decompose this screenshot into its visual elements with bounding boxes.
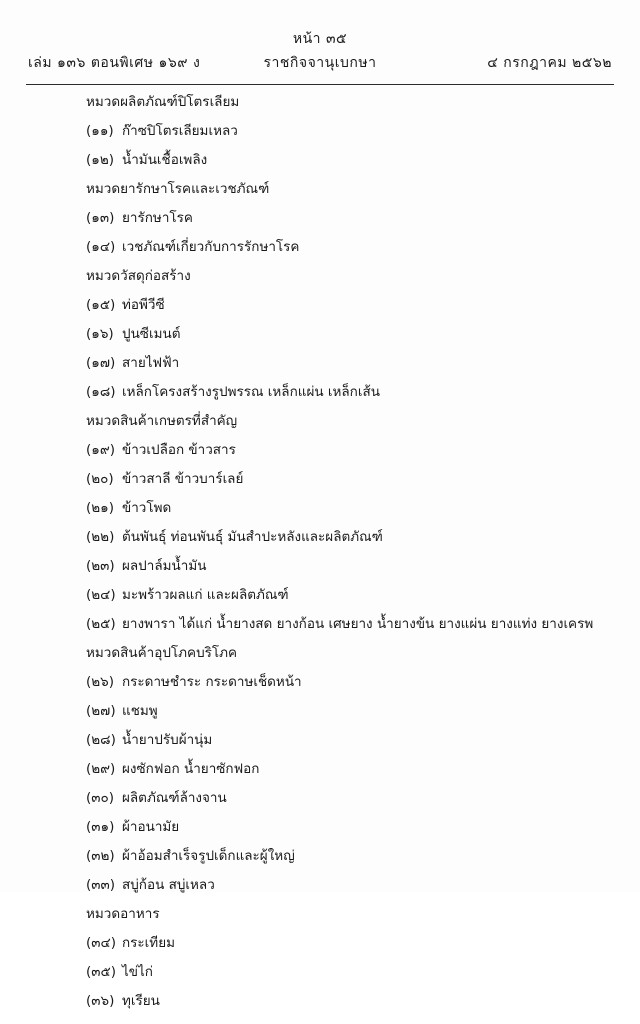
gazette-title: ราชกิจจานุเบกษา <box>263 54 377 71</box>
category-label: หมวดยารักษาโรคและเวชภัณฑ์ <box>86 181 270 197</box>
list-item <box>0 357 640 386</box>
item-number: (๒๓) <box>86 558 115 574</box>
category-heading <box>0 908 640 937</box>
list-item <box>0 821 640 850</box>
item-label: ผ้าอนามัย <box>122 819 180 835</box>
item-number: (๑๒) <box>86 152 115 168</box>
item-number: (๒๖) <box>86 674 115 690</box>
list-item <box>0 966 640 995</box>
item-number: (๑๗) <box>86 355 116 371</box>
item-label: แชมพู <box>122 703 158 719</box>
item-label: กระเทียม <box>122 935 175 951</box>
item-label: ก๊าซปิโตรเลียมเหลว <box>122 123 238 139</box>
list-item <box>0 763 640 792</box>
category-label: หมวดสินค้าอุปโภคบริโภค <box>86 645 238 661</box>
category-heading <box>0 415 640 444</box>
item-number: (๑๓) <box>86 210 115 226</box>
item-label: ผลปาล์มน้ำมัน <box>122 558 207 574</box>
category-label: หมวดผลิตภัณฑ์ปิโตรเลียม <box>86 94 240 110</box>
volume-info: เล่ม ๑๓๖ ตอนพิเศษ ๑๖๙ ง <box>28 54 201 71</box>
list-item <box>0 705 640 734</box>
list-item <box>0 386 640 415</box>
item-number: (๑๙) <box>86 442 115 458</box>
list-item <box>0 531 640 560</box>
item-label: สบู่ก้อน สบู่เหลว <box>122 877 215 893</box>
list-item <box>0 473 640 502</box>
publication-date: ๔ กรกฎาคม ๒๕๖๒ <box>487 54 612 71</box>
item-label: ท่อพีวีซี <box>122 297 165 313</box>
item-label: กระดาษชำระ กระดาษเช็ดหน้า <box>122 674 302 690</box>
item-number: (๓๓) <box>86 877 115 893</box>
category-heading <box>0 96 640 125</box>
list-item <box>0 502 640 531</box>
list-item <box>0 589 640 618</box>
item-label: ปูนซีเมนต์ <box>122 326 181 342</box>
item-number: (๒๔) <box>86 587 116 603</box>
item-label: ผลิตภัณฑ์ล้างจาน <box>122 790 227 806</box>
list-item <box>0 154 640 183</box>
item-number: (๓๒) <box>86 848 115 864</box>
item-label: ต้นพันธุ์ ท่อนพันธุ์ มันสำปะหลังและผลิตภัณฑ์ <box>122 529 383 545</box>
item-label: สายไฟฟ้า <box>122 355 180 371</box>
list-item <box>0 241 640 270</box>
header-line <box>0 52 640 74</box>
category-label: หมวดวัสดุก่อสร้าง <box>86 268 191 284</box>
item-number: (๒๒) <box>86 529 115 545</box>
item-number: (๑๔) <box>86 239 116 255</box>
page-header <box>0 30 640 74</box>
item-number: (๑๘) <box>86 384 116 400</box>
list-item <box>0 879 640 908</box>
category-label: หมวดสินค้าเกษตรที่สำคัญ <box>86 413 238 429</box>
list-item <box>0 850 640 879</box>
list-item <box>0 792 640 821</box>
item-label: ข้าวเปลือก ข้าวสาร <box>122 442 236 458</box>
item-number: (๓๑) <box>86 819 115 835</box>
item-label: น้ำยาปรับผ้านุ่ม <box>122 732 213 748</box>
category-heading <box>0 647 640 676</box>
list-item <box>0 328 640 357</box>
header-divider <box>26 84 614 85</box>
item-label: ยางพารา ได้แก่ น้ำยางสด ยางก้อน เศษยาง น้ำยางข้น ยางแผ่น ยางแท่ง ยางเครพ <box>122 616 594 632</box>
item-label: เวชภัณฑ์เกี่ยวกับการรักษาโรค <box>122 239 300 255</box>
item-label: ผ้าอ้อมสำเร็จรูปเด็กและผู้ใหญ่ <box>122 848 295 864</box>
list-item <box>0 299 640 328</box>
item-label: ข้าวโพด <box>122 500 172 516</box>
list-item <box>0 734 640 763</box>
item-number: (๓๖) <box>86 993 115 1009</box>
item-label: ผงซักฟอก น้ำยาซักฟอก <box>122 761 260 777</box>
list-item <box>0 676 640 705</box>
item-number: (๒๐) <box>86 471 114 487</box>
list-item <box>0 618 640 647</box>
item-label: มะพร้าวผลแก่ และผลิตภัณฑ์ <box>122 587 289 603</box>
item-label: ข้าวสาลี ข้าวบาร์เลย์ <box>122 471 244 487</box>
item-number: (๒๘) <box>86 732 116 748</box>
item-label: ไข่ไก่ <box>122 964 153 980</box>
category-heading <box>0 183 640 212</box>
item-number: (๓๐) <box>86 790 115 806</box>
item-number: (๒๙) <box>86 761 116 777</box>
item-number: (๒๕) <box>86 616 116 632</box>
item-label: ยารักษาโรค <box>122 210 193 226</box>
category-heading <box>0 270 640 299</box>
item-number: (๑๑) <box>86 123 114 139</box>
list-item <box>0 937 640 966</box>
list-item <box>0 212 640 241</box>
item-number: (๓๔) <box>86 935 116 951</box>
item-number: (๒๗) <box>86 703 116 719</box>
item-number: (๑๖) <box>86 326 114 342</box>
item-label: ทุเรียน <box>122 993 160 1009</box>
item-number: (๑๕) <box>86 297 116 313</box>
category-label: หมวดอาหาร <box>86 906 160 922</box>
item-label: น้ำมันเชื้อเพลิง <box>122 152 208 168</box>
list-item <box>0 995 640 1024</box>
item-number: (๒๑) <box>86 500 115 516</box>
list-item <box>0 444 640 473</box>
list-item <box>0 125 640 154</box>
item-number: (๓๕) <box>86 964 116 980</box>
list-item <box>0 560 640 589</box>
item-label: เหล็กโครงสร้างรูปพรรณ เหล็กแผ่น เหล็กเส้น <box>122 384 380 400</box>
list-content <box>0 96 640 1024</box>
page-number-label: หน้า ๓๕ <box>292 31 348 47</box>
